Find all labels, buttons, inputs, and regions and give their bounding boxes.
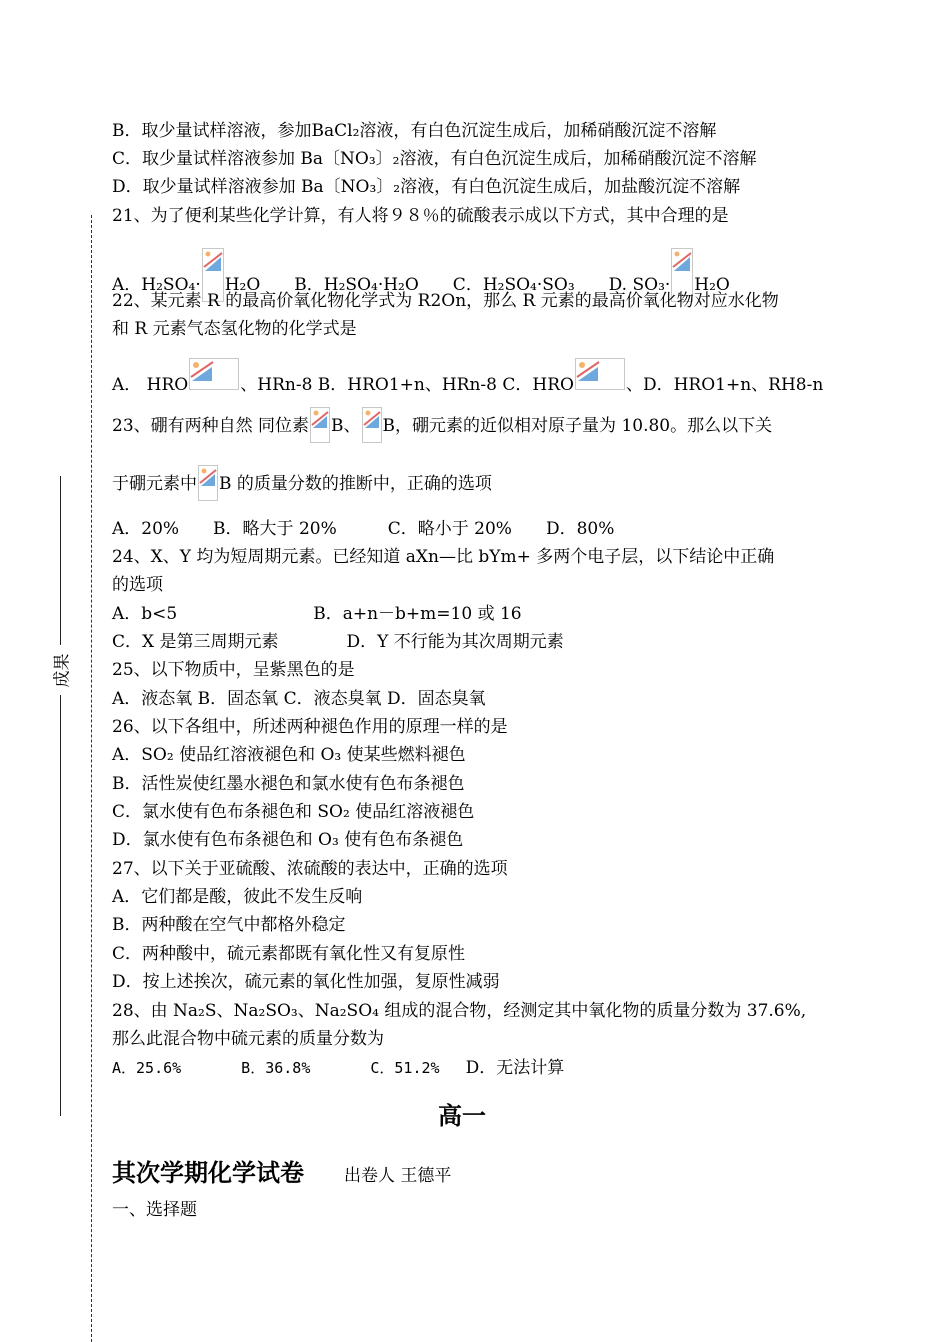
question-25-options: A．液态氧 B．固态氧 C．液态臭氧 D．固态臭氧 [112,689,486,709]
question-23-options: A．20% B．略大于 20% C．略小于 20% D．80% [112,519,615,539]
question-24-line1: 24、X、Y 均为短周期元素。已经知道 aXn—比 bYm+ 多两个电子层，以下结论中正确 [112,547,775,567]
question-21: 21、为了便利某些化学计算，有人将９８％的硫酸表示成以下方式，其中合理的是 [112,206,729,226]
broken-image-icon [198,465,218,501]
question-28-line2: 那么此混合物中硫元素的质量分数为 [112,1029,384,1049]
question-24-options-cd: C．X 是第三周期元素 D．Y 不行能为其次周期元素 [112,632,564,652]
question-26-option-d: D．氯水使有色布条褪色和 O₃ 使有色布条褪色 [112,830,464,850]
question-27-option-d: D．按上述挨次，硫元素的氧化性加强，复原性减弱 [112,972,500,992]
exam-title: 其次学期化学试卷 出卷人 王德平 [112,1159,452,1187]
score-line [60,476,61,1116]
question-22-options: A． HRO 、HRn-8 B．HRO1+n、HRn-8 C．HRO 、D．HRO1+n、RH8-n [112,358,823,396]
question-24-line2: 的选项 [112,575,163,595]
option-b-line: B．取少量试样溶液，参加BaCl₂溶液，有白色沉淀生成后，加稀硝酸沉淀不溶解 [112,121,717,141]
question-23-line1: 23、硼有两种自然 同位素 B、 B，硼元素的近似相对原子量为 10.80。那么以下关 [112,407,772,443]
option-d-line: D．取少量试样溶液参加 Ba〔NO₃〕₂溶液，有白色沉淀生成后，加盐酸沉淀不溶解 [112,177,741,197]
broken-image-icon [575,358,625,390]
question-28-line1: 28、由 Na₂S、Na₂SO₃、Na₂SO₄ 组成的混合物，经测定其中氧化物的质量分数为 37.6%, [112,1001,807,1021]
question-27-option-c: C．两种酸中，硫元素都既有氧化性又有复原性 [112,944,466,964]
question-27: 27、以下关于亚硫酸、浓硫酸的表达中，正确的选项 [112,859,508,879]
question-22-line2: 和 R 元素气态氢化物的化学式是 [112,319,357,339]
grade-heading: 高一 [438,1102,486,1130]
broken-image-icon [189,358,239,390]
question-21-options: A．H₂SO₄· H₂O B．H₂SO₄·H₂O C．H₂SO₄·SO₃ D. SO₃· H₂O [112,248,730,302]
binding-margin-dashed-line [91,215,92,1342]
question-23-line2: 于硼元素中 B 的质量分数的推断中，正确的选项 [112,465,492,501]
score-label: 成果 [40,645,80,695]
question-26: 26、以下各组中，所述两种褪色作用的原理一样的是 [112,717,508,737]
question-25: 25、以下物质中，呈紫黑色的是 [112,660,355,680]
question-27-option-b: B．两种酸在空气中都格外稳定 [112,915,346,935]
broken-image-icon [362,407,382,443]
option-c-line: C．取少量试样溶液参加 Ba〔NO₃〕₂溶液，有白色沉淀生成后，加稀硝酸沉淀不溶解 [112,149,757,169]
exam-author: 出卷人 王德平 [344,1166,452,1186]
question-24-options-ab: A．b<5 B．a+n－b+m=10 或 16 [112,604,522,624]
question-26-option-b: B．活性炭使红墨水褪色和氯水使有色布条褪色 [112,774,465,794]
question-27-option-a: A．它们都是酸，彼此不发生反响 [112,887,363,907]
question-28-options: A．25.6% B．36.8% C．51.2% D．无法计算 [112,1058,565,1078]
question-26-option-c: C．氯水使有色布条褪色和 SO₂ 使品红溶液褪色 [112,802,475,822]
broken-image-icon [310,407,330,443]
question-22-line1: 22、某元素 R 的最高价氧化物化学式为 R2On，那么 R 元素的最高价氧化物对应水化物 [112,291,779,311]
section-heading: 一、选择题 [112,1200,197,1220]
question-26-option-a: A．SO₂ 使品红溶液褪色和 O₃ 使某些燃料褪色 [112,745,466,765]
